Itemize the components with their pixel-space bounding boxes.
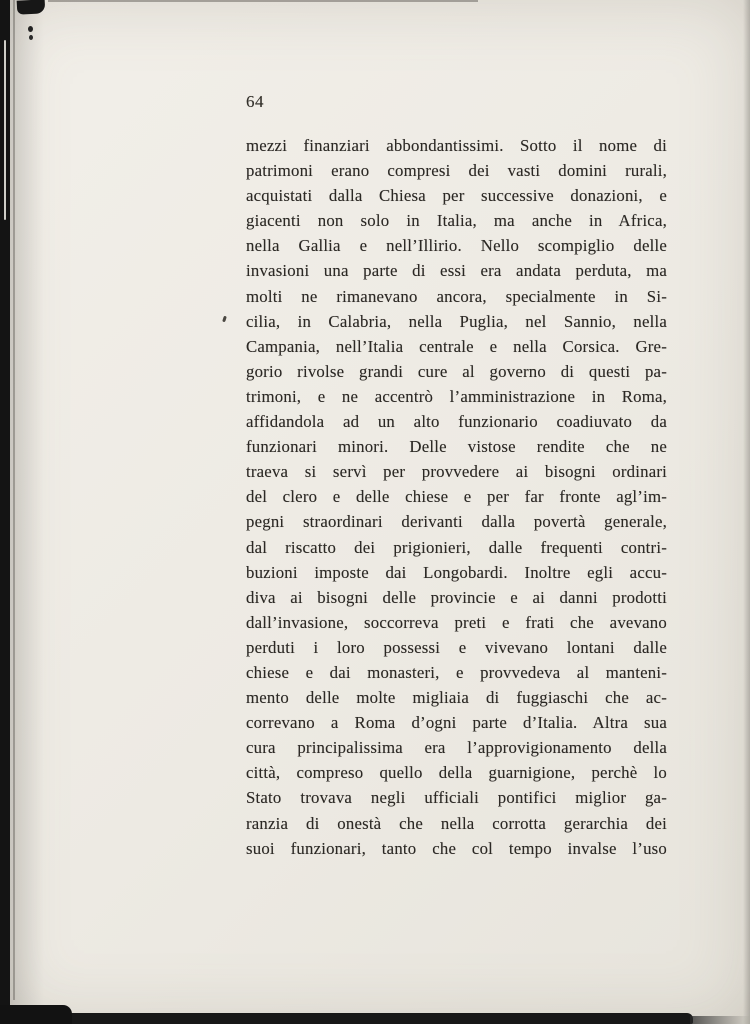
- scan-bottom-fade: [690, 1016, 750, 1024]
- text-line: molti ne rimanevano ancora, specialmente in Si-: [246, 286, 667, 306]
- text-line: traeva si servì per provvedere ai bisogni ordinari: [246, 462, 667, 482]
- text-line: trimoni, e ne accentrò l’amministrazione in Roma,: [246, 386, 667, 406]
- text-line: affidandola ad un alto funzionario coadiuvato da: [246, 412, 667, 432]
- text-line: cura principalissima era l’approvigionamento della: [246, 738, 667, 758]
- text-line: mento delle molte migliaia di fuggiaschi che ac-: [246, 688, 667, 708]
- body-text: [246, 133, 667, 861]
- scan-edge-left-sliver: [4, 40, 6, 220]
- text-line: diva ai bisogni delle provincie e ai danni prodotti: [246, 587, 667, 607]
- scan-ink-dot: [28, 26, 33, 32]
- text-line: mezzi finanziari abbondantissimi. Sotto il nome di: [246, 136, 667, 155]
- text-line: del clero e delle chiese e per far fronte agl’im-: [246, 487, 667, 507]
- text-line: funzionari minori. Delle vistose rendite che ne: [246, 437, 667, 457]
- text-line: invasioni una parte di essi era andata perduta, ma: [246, 261, 667, 281]
- text-line: patrimoni erano compresi dei vasti domini rurali,: [246, 161, 667, 181]
- text-line: gorio rivolse grandi cure al governo di questi pa-: [246, 361, 667, 381]
- text-line: dal riscatto dei prigionieri, dalle frequenti contri-: [246, 537, 667, 557]
- scan-bottom-band: [0, 1013, 693, 1024]
- text-line: Campania, nell’Italia centrale e nella Corsica. Gre-: [246, 336, 667, 356]
- scan-bottom-corner-blob: [0, 1005, 72, 1024]
- text-line: Stato trovava negli ufficiali pontifici miglior ga-: [246, 788, 667, 808]
- text-line: chiese e dai monasteri, e provvedeva al manteni-: [246, 662, 667, 682]
- scan-margin-speck: [222, 316, 227, 323]
- text-line: perduti i loro possessi e vivevano lontani dalle: [246, 637, 667, 657]
- scan-ink-dot: [29, 35, 33, 40]
- text-line: giacenti non solo in Italia, ma anche in Africa,: [246, 211, 667, 231]
- text-line: suoi funzionari, tanto che col tempo invalse l’uso: [246, 838, 667, 858]
- text-line: città, compreso quello della guarnigione, perchè lo: [246, 763, 667, 783]
- text-line: dall’invasione, soccorreva preti e frati che avevano: [246, 612, 667, 632]
- scan-top-edge-line: [48, 0, 478, 2]
- scan-right-shadow: [743, 0, 750, 1024]
- text-line: cilia, in Calabria, nella Puglia, nel Sannio, nella: [246, 311, 667, 331]
- text-line: correvano a Roma d’ogni parte d’Italia. Altra sua: [246, 713, 667, 733]
- text-line: buzioni imposte dai Longobardi. Inoltre egli accu-: [246, 562, 667, 582]
- text-line: nella Gallia e nell’Illirio. Nello scompiglio delle: [246, 236, 667, 256]
- page-number: 64: [246, 92, 264, 111]
- scan-left-shadow: [10, 0, 44, 1024]
- text-line: ranzia di onestà che nella corrotta gerarchia dei: [246, 813, 667, 833]
- text-line: acquistati dalla Chiesa per successive donazioni, e: [246, 186, 667, 206]
- text-line: pegni straordinari derivanti dalla povertà generale,: [246, 512, 667, 532]
